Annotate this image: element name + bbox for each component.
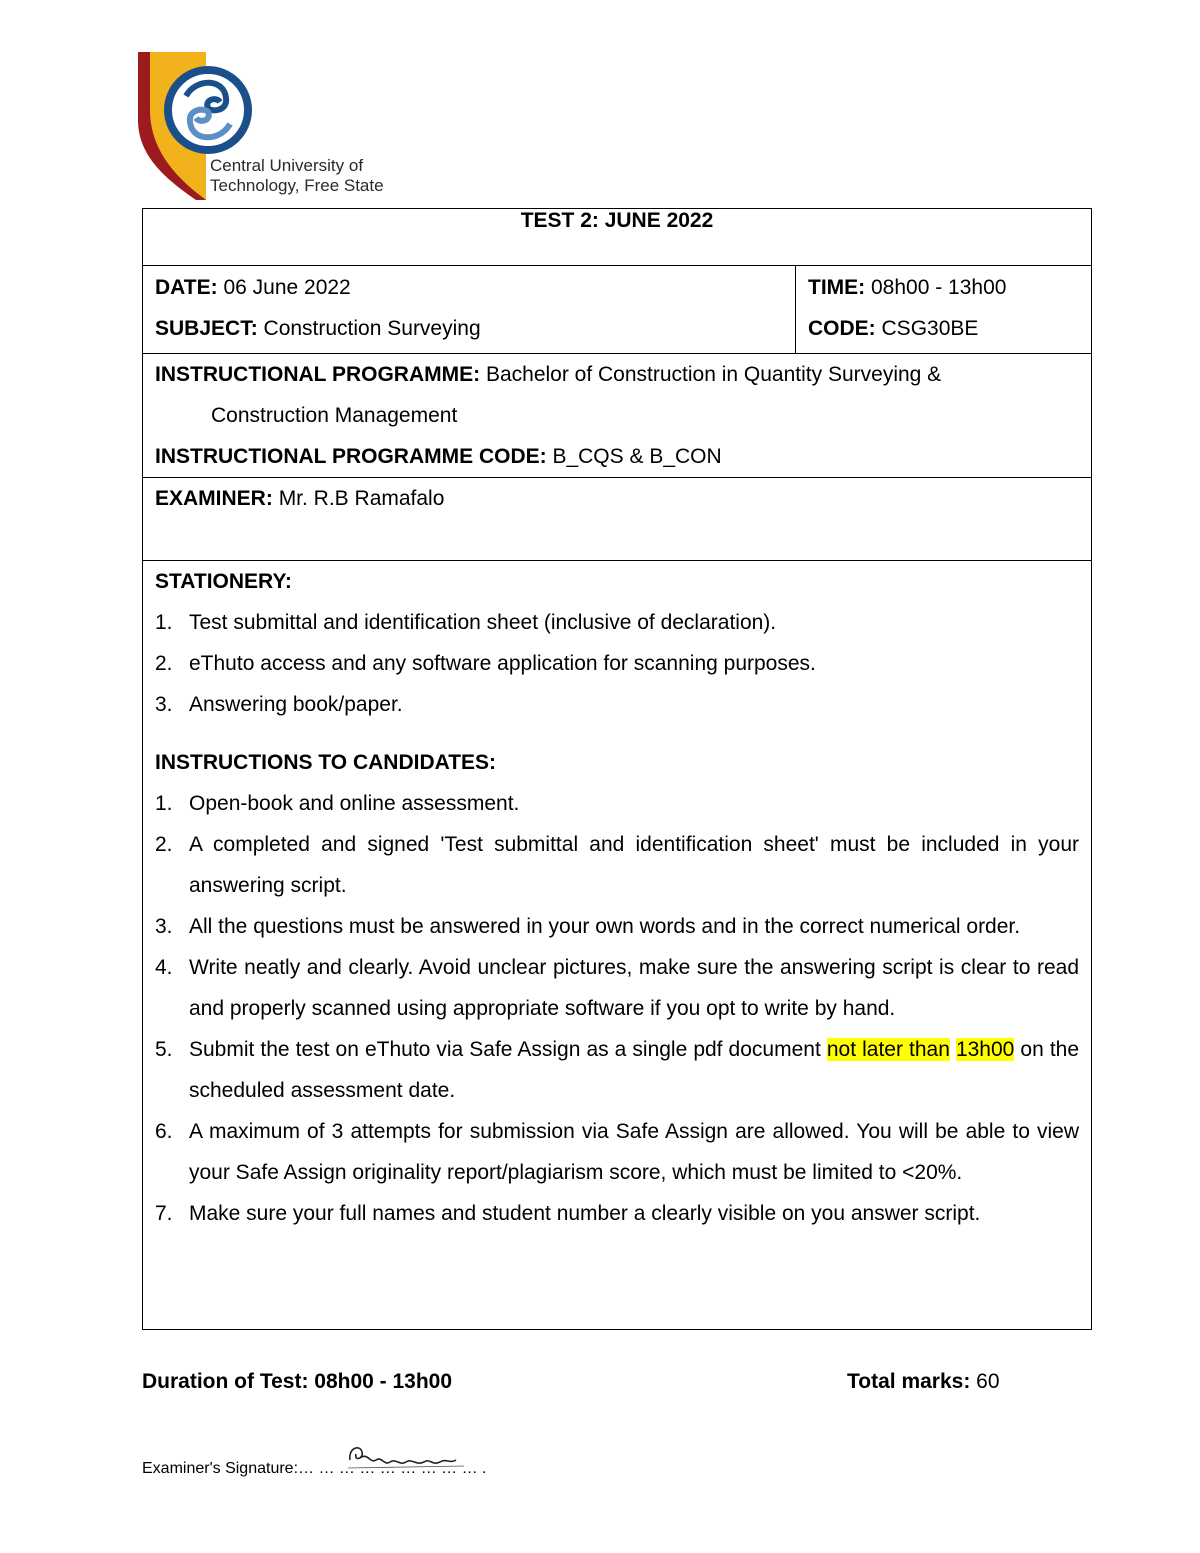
code-label: CODE: [808, 317, 876, 340]
time-code-cell [796, 266, 1092, 354]
logo-line-1: Central University of [210, 156, 364, 175]
instruction-item-7: Make sure your full names and student number a clearly visible on you answer script. [189, 1202, 981, 1225]
code-line [808, 308, 1079, 349]
date-line [155, 267, 783, 308]
list-item: 3. All the questions must be answered in your own words and in the correct numerical order. [155, 906, 1079, 947]
instruction-item-1: Open-book and online assessment. [189, 792, 520, 815]
deadline-highlight: not later than [826, 1038, 950, 1061]
examiner-signature-line: Examiner's Signature:… … … … … … … … … . [142, 1460, 487, 1477]
programme-code-value: B_CQS & B_CON [552, 445, 722, 468]
programme-code-line [155, 436, 1079, 477]
title-row [143, 209, 1092, 266]
total-marks-label: Total marks: [847, 1370, 971, 1393]
subject-line [155, 308, 783, 349]
instruction-item-4: Write neatly and clearly. Avoid unclear pictures, make sure the answering script is clear to read and properly scanned using appropriate software if you opt to write by hand. [189, 956, 1079, 1020]
time-label: TIME: [808, 276, 866, 299]
logo-line-2: Technology, Free State [210, 176, 384, 195]
list-item: 1. Open-book and online assessment. [155, 783, 1079, 824]
date-subject-row [143, 266, 1092, 354]
stationery-item-1: Test submittal and identification sheet (inclusive of declaration). [189, 611, 777, 634]
deadline-time-highlight: 13h00 [955, 1038, 1015, 1061]
list-item: 5. Submit the test on eThuto via Safe Assign as a single pdf document not later than 13h00 on the scheduled assessment date. [155, 1029, 1079, 1111]
instruction-item-3: All the questions must be answered in your own words and in the correct numerical order. [189, 915, 1021, 938]
programme-value-1: Bachelor of Construction in Quantity Surveying & [485, 363, 942, 386]
instruction-item-6: A maximum of 3 attempts for submission via Safe Assign are allowed. You will be able to view your Safe Assign originality report/plagiarism score, which must be limited to <20%. [189, 1120, 1079, 1184]
subject-label: SUBJECT: [155, 317, 258, 340]
programme-cell [143, 354, 1092, 478]
list-item: 3. Answering book/paper. [155, 684, 1079, 725]
exam-cover-table [142, 208, 1092, 1330]
instructions-row [143, 561, 1092, 1330]
list-item: 7. Make sure your full names and student number a clearly visible on you answer script. [155, 1193, 1079, 1234]
examiner-row [143, 478, 1092, 561]
list-item: 6. A maximum of 3 attempts for submission via Safe Assign are allowed. You will be able to view your Safe Assign originality report/plagiarism score, which must be limited to <20%. [155, 1111, 1079, 1193]
university-logo [136, 50, 386, 200]
time-value: 08h00 - 13h00 [871, 276, 1007, 299]
stationery-list [155, 602, 1079, 725]
date-label: DATE: [155, 276, 218, 299]
list-item: 2. A completed and signed 'Test submittal and identification sheet' must be included in your answering script. [155, 824, 1079, 906]
programme-code-label: INSTRUCTIONAL PROGRAMME CODE: [155, 445, 547, 468]
logo-wordmark [210, 156, 384, 196]
instructions-list [155, 783, 1079, 1234]
instruction-item-2: A completed and signed 'Test submittal and identification sheet' must be included in your answering script. [189, 833, 1079, 897]
instruction-item-5 [189, 1029, 1079, 1111]
total-marks [847, 1370, 1000, 1394]
examiner-label: EXAMINER: [155, 487, 273, 510]
programme-label: INSTRUCTIONAL PROGRAMME: [155, 363, 481, 386]
stationery-instructions-cell [143, 561, 1092, 1330]
list-item: 1. Test submittal and identification sheet (inclusive of declaration). [155, 602, 1079, 643]
stationery-item-2: eThuto access and any software application for scanning purposes. [189, 652, 816, 675]
code-value: CSG30BE [881, 317, 979, 340]
examiner-cell [143, 478, 1092, 561]
subject-value: Construction Surveying [263, 317, 481, 340]
instruction-item-5-tail: on the scheduled assessment date. [189, 1038, 1080, 1102]
stationery-item-3: Answering book/paper. [189, 693, 403, 716]
programme-row [143, 354, 1092, 478]
list-item: 4. Write neatly and clearly. Avoid unclear pictures, make sure the answering script is clear to read and properly scanned using appropriate software if you opt to write by hand. [155, 947, 1079, 1029]
stationery-heading: STATIONERY: [155, 570, 292, 593]
examiner-value: Mr. R.B Ramafalo [278, 487, 445, 510]
instruction-item-5-text: Submit the test on eThuto via Safe Assign as a single pdf document [189, 1038, 821, 1061]
time-line [808, 267, 1079, 308]
total-marks-value: 60 [976, 1370, 1000, 1393]
date-subject-cell [143, 266, 796, 354]
examiner-line [155, 478, 1079, 519]
test-title: TEST 2: JUNE 2022 [143, 209, 1092, 266]
duration-of-test: Duration of Test: 08h00 - 13h00 [142, 1370, 453, 1393]
programme-line-2: Construction Management [211, 404, 458, 427]
programme-line [155, 354, 1079, 395]
date-value: 06 June 2022 [223, 276, 351, 299]
list-item: 2. eThuto access and any software application for scanning purposes. [155, 643, 1079, 684]
instructions-heading: INSTRUCTIONS TO CANDIDATES: [155, 751, 497, 774]
